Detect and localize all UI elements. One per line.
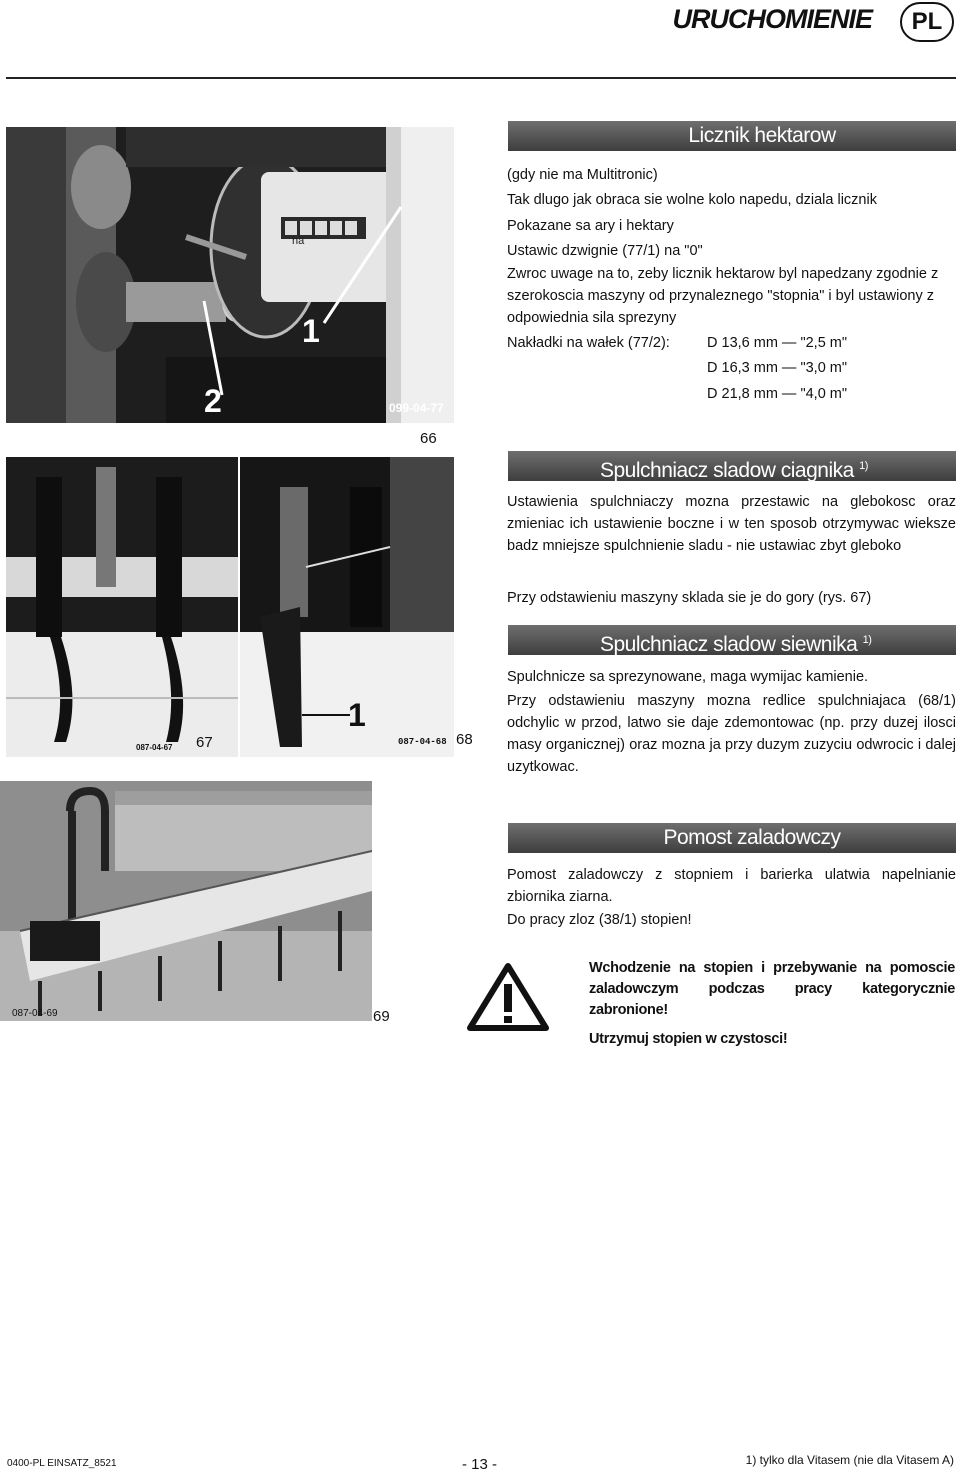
section-title-hectare-counter xyxy=(508,121,956,151)
section-title-footnote-mark: 1) xyxy=(862,634,872,646)
sleeves-label: Nakładki na wałek (77/2): xyxy=(507,335,670,351)
platform-paragraph-1: Pomost zaladowczy z stopniem i barierka ulatwia napelnianie zbiornika ziarna. xyxy=(507,867,956,905)
platform-warning-text: Wchodzenie na stopien i przebywanie na pomoscie zaladowczym podczas pracy kategorycznie zabronione! xyxy=(589,960,955,1018)
figure-68-drill-loosener-photo xyxy=(240,457,454,757)
track-looseners-illustration xyxy=(6,457,238,757)
section-title-text: Licznik hektarow xyxy=(688,124,836,147)
section-title-tractor-track-loosener xyxy=(508,451,956,481)
figure-67-track-looseners-photo xyxy=(6,457,238,757)
figure-67-code: 087-04-67 xyxy=(136,743,173,752)
hectare-counter-paragraph: Zwroc uwage na to, zeby licznik hektarow byl napedzany zgodnie z szerokoscia maszyny od przynaleznego "stopnia" i byl ustawiony z odpowiednia sila sprezyny xyxy=(507,266,939,326)
hectare-counter-illustration xyxy=(6,127,454,423)
warning-triangle-icon xyxy=(466,962,550,1032)
hectare-counter-line-2: Tak dlugo jak obraca sie wolne kolo napedu, dziala licznik xyxy=(507,192,877,208)
figure-68-number: 68 xyxy=(456,731,473,748)
header-divider xyxy=(6,77,956,79)
drill-loosener-paragraph-2: Przy odstawieniu maszyny mozna redlice spulchniajaca (68/1) odchylic w przod, latwo sie daje zdemontowac (np. przy duzej ilosci masy organicznej) oraz mozna ja przy duzym zuzyciu odwrocic i dalej uzytkowac. xyxy=(507,693,956,775)
figure-66-number: 66 xyxy=(420,430,437,447)
figure-68-code: 087-04-68 xyxy=(398,737,447,747)
hectare-counter-line-4: Ustawic dzwignie (77/1) na "0" xyxy=(507,243,703,259)
platform-paragraph-2: Do pracy zloz (38/1) stopien! xyxy=(507,912,692,928)
figure-69-code: 087-04-69 xyxy=(12,1008,58,1019)
section-title-text: Pomost zaladowczy xyxy=(663,826,841,849)
platform-cleanliness-warning: Utrzymuj stopien w czystosci! xyxy=(589,1031,788,1047)
tractor-loosener-paragraph-2: Przy odstawieniu maszyny sklada sie je do gory (rys. 67) xyxy=(507,590,872,606)
sleeve-size-1: D 13,6 mm — "2,5 m" xyxy=(707,335,848,351)
hectare-counter-line-1: (gdy nie ma Multitronic) xyxy=(507,167,658,183)
footer-page-number: - 13 - xyxy=(462,1456,498,1473)
figure-68-callout-1: 1 xyxy=(348,697,366,733)
section-title-text: Spulchniacz sladow ciagnika xyxy=(600,459,854,482)
loading-platform-illustration xyxy=(0,781,372,1021)
sleeve-size-2: D 16,3 mm — "3,0 m" xyxy=(707,360,848,376)
language-badge: PL xyxy=(900,2,954,42)
figure-66-counter-label: ha xyxy=(292,235,305,247)
drill-loosener-illustration xyxy=(240,457,454,757)
figure-66-code: 099-04-77 xyxy=(389,401,444,415)
hectare-counter-line-3: Pokazane sa ary i hektary xyxy=(507,218,674,234)
figure-67-number: 67 xyxy=(196,734,213,751)
sleeve-size-3: D 21,8 mm — "4,0 m" xyxy=(707,386,848,402)
footer-footnote: 1) tylko dla Vitasem (nie dla Vitasem A) xyxy=(745,1453,954,1467)
figure-66-callout-1: 1 xyxy=(302,313,320,349)
section-title-text: Spulchniacz sladow siewnika xyxy=(600,633,858,656)
tractor-loosener-paragraph-1: Ustawienia spulchniaczy mozna przestawic na glebokosc oraz zmieniac ich ustawienie boczne i w ten sposob otrzymywac wieksze badz mniejsze spulchnienie sladu - nie ustawiac zbyt gleboko xyxy=(507,494,956,554)
page-header-title: URUCHOMIENIE xyxy=(672,4,872,34)
figure-66-callout-2: 2 xyxy=(204,383,222,419)
figure-69-number: 69 xyxy=(373,1008,390,1025)
section-title-drill-track-loosener xyxy=(508,625,956,655)
figure-66-hectare-counter-photo xyxy=(6,127,454,423)
drill-loosener-paragraph-1: Spulchnicze sa sprezynowane, maga wymijac kamienie. xyxy=(507,669,869,685)
section-title-loading-platform xyxy=(508,823,956,853)
section-title-footnote-mark: 1) xyxy=(859,460,868,472)
footer-document-code: 0400-PL EINSATZ_8521 xyxy=(7,1458,117,1469)
figure-69-loading-platform-photo xyxy=(0,781,372,1021)
